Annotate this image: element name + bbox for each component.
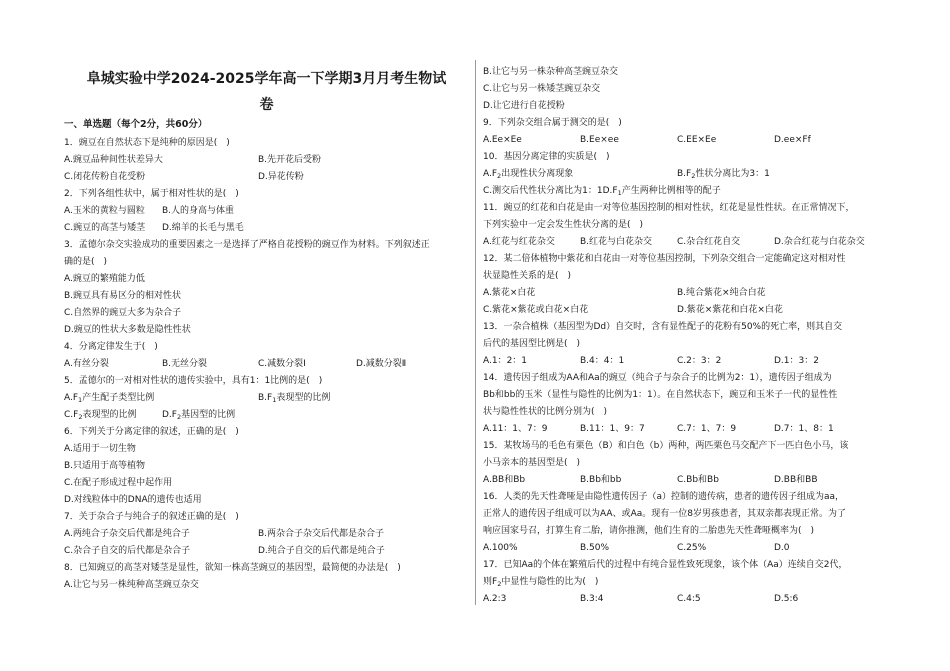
q5-option-a: $A.F_1$产生配子类型比例 xyxy=(64,393,155,404)
q2-option-b: B.人的身高与体重 xyxy=(162,206,235,216)
q15-option-d: D.BB和BB xyxy=(774,475,818,485)
q14-option-c: C.7：1、7：9 xyxy=(677,424,737,434)
q7-option-d: D.纯合子自交的后代都是纯合子 xyxy=(258,546,385,556)
q10-option-a: $A.F_2$出现性状分离现象 xyxy=(483,169,574,180)
q6-option-d: D.对线粒体中的DNA的遗传也适用 xyxy=(64,495,202,505)
q9-option-b: B.Ee×ee xyxy=(580,135,619,145)
q11-option-c: C.杂合红花自交 xyxy=(677,237,741,247)
q4-stem: 4．分离定律发生于( ) xyxy=(64,342,158,352)
exam-title xyxy=(64,66,469,118)
q5-stem: 5．孟德尔的一对相对性状的遗传实验中，具有1：1比例的是( ) xyxy=(64,376,323,386)
q11-option-b: B.红花与白花杂交 xyxy=(580,237,653,247)
q14-stem-line2: Bb和bb的玉米（显性与隐性的比例为1：1）。在自然状态下，豌豆和玉米子一代的显性性 xyxy=(483,390,838,400)
q11-option-a: A.红花与红花杂交 xyxy=(483,237,555,247)
q13-option-d: D.1：3：2 xyxy=(774,356,819,366)
q1-stem: 1．豌豆在自然状态下是纯种的原因是( ) xyxy=(64,138,230,148)
exam-title-line1: 阜城实验中学2024-2025学年高一下学期3月月考生物试 xyxy=(86,71,447,87)
q11-stem-line1: 11．豌豆的红花和白花是由一对等位基因控制的相对性状，红花是显性性状。在正常情况下， xyxy=(483,203,855,213)
q10-stem: 10．基因分离定律的实质是( ) xyxy=(483,152,610,162)
q4-option-a: A.有丝分裂 xyxy=(64,359,109,369)
q16-option-d: D.0 xyxy=(774,543,790,553)
q16-stem-line1: 16．人类的先天性聋哑是由隐性遗传因子（a）控制的遗传病，患者的遗传因子组成为aa， xyxy=(483,492,844,502)
q8-stem: 8．已知豌豆的高茎对矮茎是显性，欲知一株高茎豌豆的基因型，最简便的办法是( ) xyxy=(64,563,401,573)
q17-stem-line2: 则$F_2$中显性与隐性的比为( ) xyxy=(483,577,599,588)
q14-option-d: D.7：1、8：1 xyxy=(774,424,834,434)
q8-option-d: D.让它进行自花授粉 xyxy=(483,101,565,111)
q6-stem: 6．下列关于分离定律的叙述，正确的是( ) xyxy=(64,427,239,437)
q9-option-c: C.EE×Ee xyxy=(677,135,717,145)
q8-option-a: A.让它与另一株纯种高茎豌豆杂交 xyxy=(64,580,199,590)
q15-stem-line2: 小马亲本的基因型是( ) xyxy=(483,458,581,468)
q1-option-c: C.闭花传粉自花受粉 xyxy=(64,172,146,182)
q2-option-c: C.豌豆的高茎与矮茎 xyxy=(64,223,146,233)
q14-option-a: A.11：1、7：9 xyxy=(483,424,548,434)
q9-option-d: D.ee×Ff xyxy=(774,135,811,145)
section-heading: 一、单选题（每个2分，共60分） xyxy=(64,119,208,130)
q17-option-a: A.2:3 xyxy=(483,594,507,604)
q7-option-b: B.两杂合子杂交后代都是杂合子 xyxy=(258,529,385,539)
q13-stem-line1: 13．一杂合植株（基因型为Dd）自交时，含有显性配子的花粉有50%的死亡率，则其自交 xyxy=(483,322,843,332)
q12-option-d: D.紫花×紫花和白花×白花 xyxy=(677,305,783,315)
q9-stem: 9．下列杂交组合属于测交的是( ) xyxy=(483,118,622,128)
q3-option-c: C.自然界的豌豆大多为杂合子 xyxy=(64,308,182,318)
q7-option-a: A.两纯合子杂交后代都是纯合子 xyxy=(64,529,190,539)
q14-stem-line3: 状与隐性性状的比例分别为( ) xyxy=(483,407,608,417)
q10-option-cd: C.测交后代性状分离比为1：$1D.F_1$产生两种比例相等的配子 xyxy=(483,186,721,197)
q17-option-d: D.5:6 xyxy=(774,594,799,604)
q12-option-c: C.紫花×紫花或白花×白花 xyxy=(483,305,589,315)
q10-option-b: $B.F_2$性状分离比为3：1 xyxy=(677,169,770,180)
q8-option-c: C.让它与另一株矮茎豌豆杂交 xyxy=(483,84,601,94)
exam-title-line2: 卷 xyxy=(259,97,274,113)
q9-option-a: A.Ee×Ee xyxy=(483,135,522,145)
q3-stem-line1: 3．孟德尔杂交实验成功的重要因素之一是选择了严格自花授粉的豌豆作为材料。下列叙述正 xyxy=(64,240,430,250)
q12-option-b: B.纯合紫花×纯合白花 xyxy=(677,288,766,298)
q16-option-c: C.25% xyxy=(677,543,707,553)
q1-option-a: A.豌豆品种间性状差异大 xyxy=(64,155,163,165)
q6-option-c: C.在配子形成过程中起作用 xyxy=(64,478,173,488)
q1-option-b: B.先开花后受粉 xyxy=(258,155,322,165)
q5-option-d: $D.F_2$基因型的比例 xyxy=(162,410,236,421)
q7-stem: 7．关于杂合子与纯合子的叙述正确的是( ) xyxy=(64,512,239,522)
q14-option-b: B.11：1、9：7 xyxy=(580,424,645,434)
q17-option-c: C.4:5 xyxy=(677,594,701,604)
q16-option-b: B.50% xyxy=(580,543,610,553)
q12-stem-line1: 12．某二倍体植物中紫花和白花由一对等位基因控制，下列杂交组合一定能确定这对相对性 xyxy=(483,254,846,264)
q1-option-d: D.异花传粉 xyxy=(258,172,304,182)
q4-option-d: D.减数分裂Ⅱ xyxy=(356,359,407,369)
q13-option-a: A.1：2：1 xyxy=(483,356,528,366)
q3-option-a: A.豌豆的繁殖能力低 xyxy=(64,274,145,284)
q3-option-d: D.豌豆的性状大多数是隐性性状 xyxy=(64,325,191,335)
q3-option-b: B.豌豆具有易区分的相对性状 xyxy=(64,291,182,301)
q6-option-b: B.只适用于高等植物 xyxy=(64,461,146,471)
column-divider xyxy=(475,60,476,605)
q17-stem-line1: 17．已知Aa的个体在繁殖后代的过程中有纯合显性致死现象，该个体（Aa）连续自交2代， xyxy=(483,560,848,570)
q2-stem: 2．下列各组性状中，属于相对性状的是( ) xyxy=(64,189,239,199)
q6-option-a: A.适用于一切生物 xyxy=(64,444,136,454)
q4-option-b: B.无丝分裂 xyxy=(162,359,208,369)
q16-stem-line3: 响应国家号召，打算生育二胎，请你推测，他们生育的二胎患先天性聋哑概率为( ) xyxy=(483,526,815,536)
q15-option-b: B.Bb和bb xyxy=(580,475,622,485)
q5-option-c: $C.F_2$表现型的比例 xyxy=(64,410,137,421)
q14-stem-line1: 14．遗传因子组成为AA和Aa的豌豆（纯合子与杂合子的比例为2：1），遗传因子组成为 xyxy=(483,373,832,383)
q12-stem-line2: 状显隐性关系的是( ) xyxy=(483,271,572,281)
q12-option-a: A.紫花×白花 xyxy=(483,288,536,298)
q7-option-c: C.杂合子自交的后代都是杂合子 xyxy=(64,546,191,556)
q5-option-b: $B.F_1$表现型的比例 xyxy=(258,393,331,404)
q17-option-b: B.3:4 xyxy=(580,594,604,604)
q8-option-b: B.让它与另一株杂种高茎豌豆杂交 xyxy=(483,67,619,77)
q15-option-c: C.Bb和Bb xyxy=(677,475,719,485)
q15-option-a: A.BB和Bb xyxy=(483,475,526,485)
q13-option-b: B.4：4：1 xyxy=(580,356,625,366)
q16-stem-line2: 正常人的遗传因子组成可以为AA、或Aa。现有一位8岁男孩患者，其双亲都表现正常。为了 xyxy=(483,509,846,519)
q2-option-a: A.玉米的黄粒与圆粒 xyxy=(64,206,145,216)
q2-option-d: D.绵羊的长毛与黑毛 xyxy=(162,223,244,233)
q13-stem-line2: 后代的基因型比例是( ) xyxy=(483,339,581,349)
q3-stem-line2: 确的是( ) xyxy=(64,257,108,267)
q11-option-d: D.杂合红花与白花杂交 xyxy=(774,237,865,247)
q15-stem-line1: 15．某牧场马的毛色有栗色（B）和白色（b）两种，两匹栗色马交配产下一匹白色小马，该 xyxy=(483,441,849,451)
q4-option-c: C.减数分裂Ⅰ xyxy=(258,359,306,369)
q13-option-c: C.2：3：2 xyxy=(677,356,722,366)
q11-stem-line2: 下列实验中一定会发生性状分离的是( ) xyxy=(483,220,644,230)
q16-option-a: A.100% xyxy=(483,543,518,553)
